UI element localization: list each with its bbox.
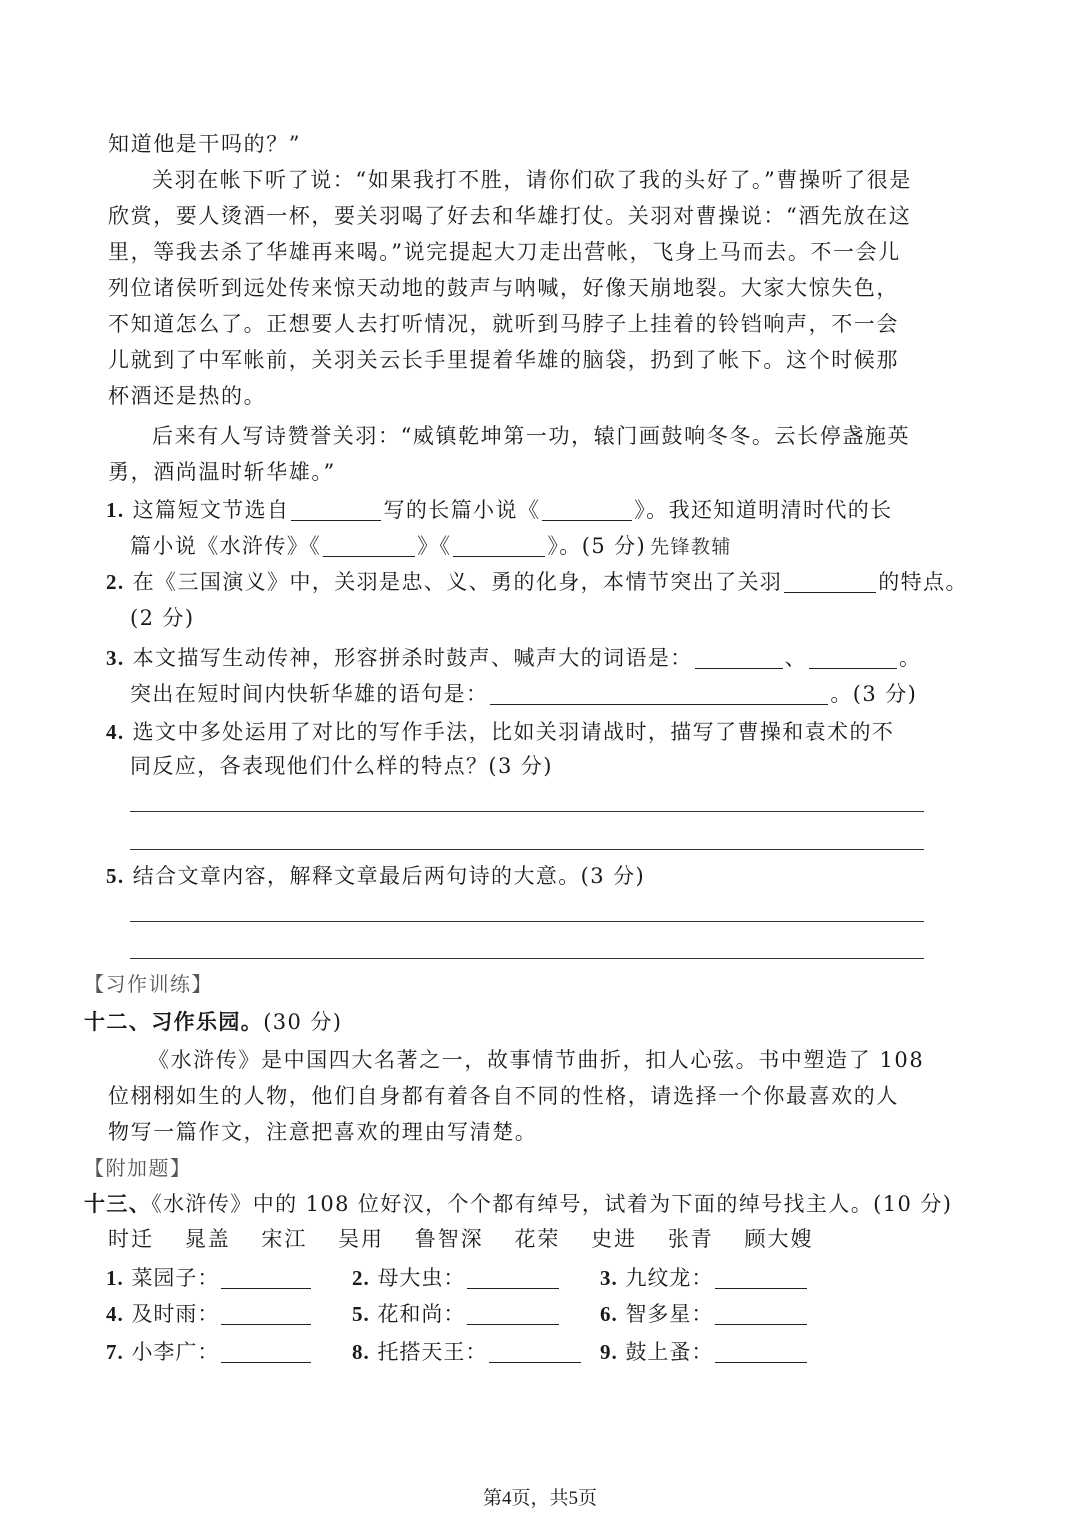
passage-line: 儿就到了中军帐前，关羽关云长手里提着华雄的脑袋，扔到了帐下。这个时候那 <box>108 348 899 372</box>
passage-line: 欣赏，要人烫酒一杯，要关羽喝了好去和华雄打仗。关羽对曹操说：“酒先放在这 <box>108 204 912 228</box>
answer-line[interactable] <box>130 921 924 922</box>
page-number: 第4页，共5页 <box>482 1488 597 1509</box>
nickname-item: 8. 托搭天王： <box>352 1336 583 1366</box>
name-option: 顾大嫂 <box>744 1227 814 1251</box>
handwritten-note: 先锋教辅 <box>650 536 732 558</box>
name-option: 吴用 <box>338 1227 385 1251</box>
nickname-item: 6. 智多星： <box>600 1298 809 1328</box>
answer-blank[interactable] <box>221 1270 311 1289</box>
name-option: 张青 <box>667 1227 714 1251</box>
nickname-item: 3. 九纹龙： <box>600 1262 809 1292</box>
nickname-item: 2. 母大虫： <box>352 1262 561 1292</box>
passage-line: 杯酒还是热的。 <box>108 384 267 408</box>
answer-blank[interactable] <box>221 1344 311 1363</box>
question-1-cont: 篇小说《水浒传》《 》《 》。(5 分) 先锋教辅 <box>130 534 732 558</box>
answer-blank[interactable] <box>221 1306 311 1325</box>
question-2-score: (2 分) <box>130 606 195 630</box>
question-4-cont: 同反应，各表现他们什么样的特点？(3 分) <box>130 754 553 778</box>
passage-line: 后来有人写诗赞誉关羽：“威镇乾坤第一功，辕门画鼓响冬冬。云长停盏施英 <box>152 424 911 448</box>
answer-line[interactable] <box>130 849 924 850</box>
answer-blank[interactable] <box>467 1270 559 1289</box>
question-12-text: 位栩栩如生的人物，他们自身都有着各自不同的性格，请选择一个你最喜欢的人 <box>108 1084 899 1108</box>
answer-blank[interactable] <box>715 1306 807 1325</box>
passage-line: 列位诸侯听到远处传来惊天动地的鼓声与呐喊，好像天崩地裂。大家大惊失色， <box>108 276 899 300</box>
nickname-item: 5. 花和尚： <box>352 1298 561 1328</box>
answer-blank[interactable] <box>784 574 876 593</box>
answer-blank[interactable] <box>715 1270 807 1289</box>
question-12-text: 《水浒传》是中国四大名著之一，故事情节曲折，扣人心弦。书中塑造了 108 <box>148 1048 925 1072</box>
answer-blank[interactable] <box>467 1306 559 1325</box>
name-option: 史进 <box>591 1227 638 1251</box>
question-4: 4. 选文中多处运用了对比的写作手法，比如关羽请战时，描写了曹操和袁术的不 <box>106 720 895 744</box>
answer-blank[interactable] <box>695 650 783 669</box>
answer-blank[interactable] <box>542 502 632 521</box>
answer-blank[interactable] <box>323 538 415 557</box>
question-5: 5. 结合文章内容，解释文章最后两句诗的大意。(3 分) <box>106 864 646 888</box>
name-option: 宋江 <box>261 1227 308 1251</box>
passage-line: 里，等我去杀了华雄再来喝。”说完提起大刀走出营帐，飞身上马而去。不一会儿 <box>108 240 901 264</box>
question-13-title: 十三、《水浒传》中的 108 位好汉，个个都有绰号，试着为下面的绰号找主人。(10 分) <box>84 1191 953 1216</box>
question-3: 3. 本文描写生动传神，形容拼杀时鼓声、喊声大的词语是： 、 。 <box>106 646 922 670</box>
name-option: 鲁智深 <box>414 1227 484 1251</box>
nickname-item: 4. 及时雨： <box>106 1298 313 1328</box>
section-heading: 【附加题】 <box>84 1156 192 1180</box>
answer-line[interactable] <box>130 958 924 959</box>
name-option: 晁盖 <box>184 1227 231 1251</box>
name-option: 花荣 <box>514 1227 561 1251</box>
nickname-item: 1. 菜园子： <box>106 1262 313 1292</box>
name-option: 时迁 <box>108 1227 154 1251</box>
nickname-item: 7. 小李广： <box>106 1336 313 1366</box>
answer-line[interactable] <box>130 811 924 812</box>
passage-line: 关羽在帐下听了说：“如果我打不胜，请你们砍了我的头好了。”曹操听了很是 <box>152 168 912 192</box>
question-2: 2. 在《三国演义》中，关羽是忠、义、勇的化身，本情节突出了关羽 的特点。 <box>106 570 968 594</box>
passage-line: 不知道怎么了。正想要人去打听情况，就听到马脖子上挂着的铃铛响声，不一会 <box>108 312 899 336</box>
section-heading: 【习作训练】 <box>84 972 213 996</box>
answer-blank[interactable] <box>809 650 897 669</box>
nickname-item: 9. 鼓上蚤： <box>600 1336 809 1366</box>
question-12-title: 十二、习作乐园。(30 分) <box>84 1009 343 1034</box>
question-3-cont: 突出在短时间内快斩华雄的语句是： 。(3 分) <box>130 682 918 706</box>
passage-line: 勇，酒尚温时斩华雄。” <box>108 460 336 484</box>
answer-blank[interactable] <box>489 1344 581 1363</box>
name-list <box>108 1223 836 1253</box>
question-12-text: 物写一篇作文，注意把喜欢的理由写清楚。 <box>108 1120 538 1144</box>
answer-blank[interactable] <box>291 502 381 521</box>
answer-blank[interactable] <box>490 686 828 705</box>
question-1: 1. 这篇短文节选自 写的长篇小说《 》。我还知道明清时代的长 <box>106 498 893 522</box>
passage-line: 知道他是干吗的？” <box>108 132 302 156</box>
answer-blank[interactable] <box>715 1344 807 1363</box>
answer-blank[interactable] <box>453 538 545 557</box>
